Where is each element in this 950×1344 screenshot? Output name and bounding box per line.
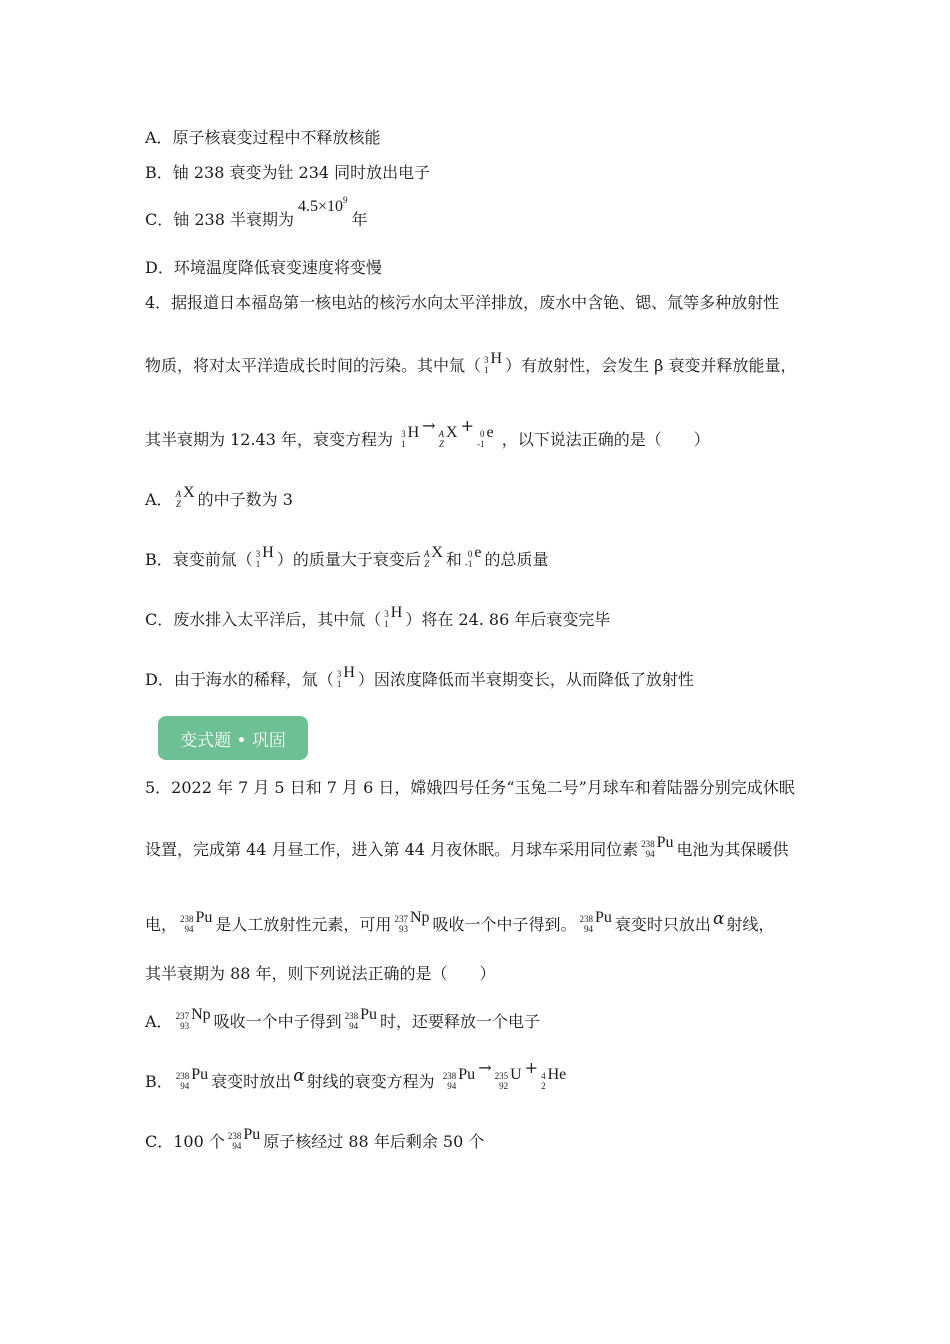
q3-option-c-unit: 年 (351, 210, 368, 229)
q3-option-d: D．环境温度降低衰变速度将变慢 (145, 258, 382, 277)
q5-option-b: B． 238 94 Pu 衰变时放出 α 射线的衰变方程为 238 94 Pu → 235 92 U + 4 2 He (145, 1072, 569, 1099)
q4-option-d: D．由于海水的稀释，氚（ 3 1 H ）因浓度降低而半衰期变长，从而降低了放射性 (145, 664, 694, 689)
q4-stem-text: ）有放射性，会发生 β 衰变并释放能量， (505, 356, 797, 375)
q4-stem-text: ，以下说法正确的是（ ） (501, 430, 710, 449)
half-life-exponent: 9 (343, 195, 348, 205)
variant-section-badge: 变式题 • 巩固 (158, 716, 308, 760)
q4-stem-line1: 4．据报道日本福岛第一核电站的核污水向太平洋排放，废水中含铯、锶、氚等多种放射性 (145, 293, 780, 312)
alpha-decay-equation: 238 94 Pu → 235 92 U + 4 2 He (442, 1058, 567, 1091)
q5-stem-line3: 电， 238 94 Pu 是人工放射性元素，可用 237 93 Np 吸收一个中子得到。 238 94 Pu 衰变时只放出 α 射线， (145, 909, 775, 934)
decay-equation: 3 1 H → A Z X + 0 -1 e (401, 416, 494, 449)
q4-option-c: C．废水排入太平洋后，其中氚（ 3 1 H ）将在 24. 86 年后衰变完毕 (145, 604, 611, 629)
q5-option-c: C．100 个 238 94 Pu 原子核经过 88 年后剩余 50 个 (145, 1126, 485, 1151)
q4-option-b: B．衰变前氚（ 3 1 H ）的质量大于衰变后 A Z X 和 0 -1 e 的总质量 (145, 544, 549, 569)
q5-stem-line1: 5．2022 年 7 月 5 日和 7 月 6 日，嫦娥四号任务“玉兔二号”月球车和着陆器分别完成休眠 (145, 778, 795, 797)
q4-stem-line2 (145, 350, 797, 383)
q5-stem-line4: 其半衰期为 88 年，则下列说法正确的是（ ） (145, 964, 496, 983)
alpha-symbol: α (293, 1066, 305, 1086)
q3-option-a: A．原子核衰变过程中不释放核能 (145, 128, 381, 147)
q4-option-a: A． A Z X 的中子数为 3 (145, 484, 293, 509)
half-life-value: 4.5×10 (297, 198, 343, 215)
q4-stem-line3 (145, 416, 710, 457)
q4-stem-text: 其半衰期为 12.43 年，衰变方程为 (145, 430, 393, 449)
q3-option-c-text: C．铀 238 半衰期为 (145, 210, 294, 229)
alpha-symbol: α (712, 909, 725, 929)
nuclide-h3: 3 1 H (484, 350, 503, 375)
q3-option-b: B．铀 238 衰变为钍 234 同时放出电子 (145, 163, 431, 182)
q4-stem-text: 物质，将对太平洋造成长时间的污染。其中氚（ (145, 356, 482, 375)
q5-option-a: A． 237 93 Np 吸收一个中子得到 238 94 Pu 时，还要释放一个电子 (145, 1006, 541, 1031)
q5-stem-line2: 设置，完成第 44 月昼工作，进入第 44 月夜休眠。月球车采用同位素 238 94 Pu 电池为其保暖供 (145, 834, 789, 859)
